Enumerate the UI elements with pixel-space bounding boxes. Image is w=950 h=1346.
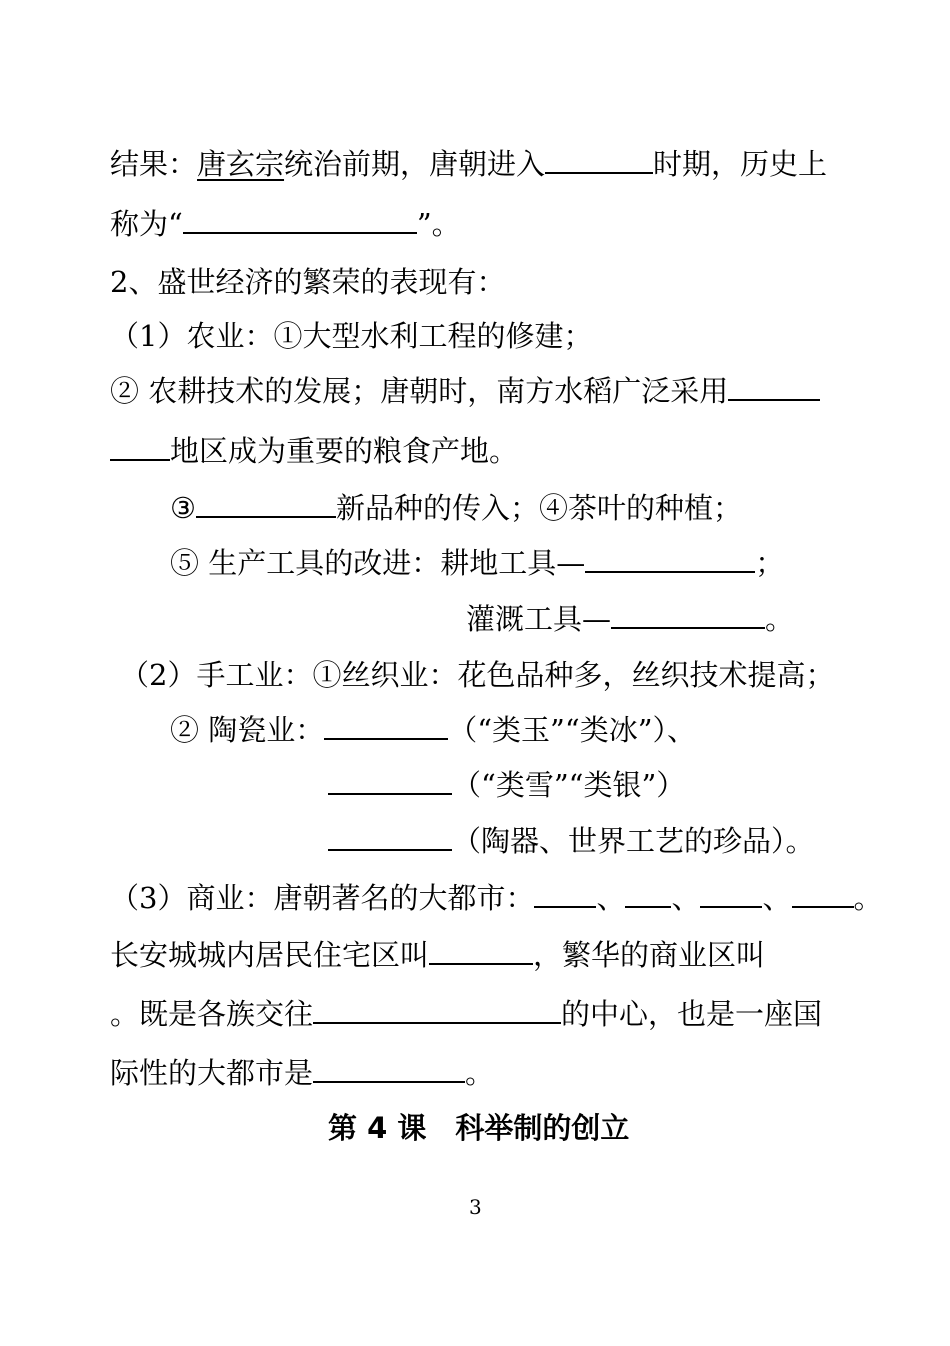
text: （“类玉”“类冰”）、 (448, 713, 697, 747)
text: ，繁华的商业区叫 (533, 938, 766, 972)
blank-exchange[interactable] (313, 998, 561, 1024)
blank-metropolis[interactable] (313, 1057, 465, 1083)
text: 、 (596, 881, 626, 915)
text: 、 (762, 881, 792, 915)
blank-city-2[interactable] (625, 882, 671, 908)
line-new-species (170, 490, 742, 526)
blank-irrigation-tool[interactable] (611, 603, 765, 629)
text: 地区成为重要的粮食产地。 (170, 434, 519, 468)
text: 。 (465, 1056, 495, 1090)
text: ③ (170, 491, 196, 525)
text: （“类雪”“类银”） (452, 768, 686, 802)
text: （3）商业：唐朝著名的大都市： (110, 881, 535, 915)
line-result (110, 146, 827, 182)
text: 统治前期，唐朝进入 (284, 147, 546, 181)
line-center (110, 996, 822, 1032)
text: ② 陶瓷业： (170, 713, 325, 747)
text: （2）手工业：①丝织业：花色品种多，丝织技术提高； (120, 658, 835, 692)
line-grain-region (110, 433, 518, 469)
text: 灌溉工具— (466, 602, 612, 636)
text: ② 农耕技术的发展；唐朝时，南方水稻广泛采用 (110, 374, 729, 408)
blank-region[interactable] (110, 435, 170, 461)
blank-rice-method[interactable] (728, 375, 820, 401)
text: 。 (853, 881, 883, 915)
blank-celadon[interactable] (324, 714, 448, 740)
line-economy-heading (110, 264, 505, 300)
text: 、 (671, 881, 701, 915)
text: ”。 (416, 207, 461, 241)
line-ceramics-white (328, 767, 685, 803)
text: 长安城城内居民住宅区叫 (110, 938, 430, 972)
text: 新品种的传入；④茶叶的种植； (336, 491, 743, 525)
line-changan (110, 937, 765, 973)
blank-residential[interactable] (429, 939, 533, 965)
blank-city-4[interactable] (792, 882, 854, 908)
text: ； (755, 546, 785, 580)
line-tools-plough (170, 545, 784, 581)
emperor-name: 唐玄宗 (197, 147, 285, 181)
page-number: 3 (469, 1195, 482, 1219)
line-metropolis (110, 1055, 494, 1091)
text: 2、盛世经济的繁荣的表现有： (110, 265, 506, 299)
blank-city-1[interactable] (534, 882, 596, 908)
line-ceramics-tricolor (328, 823, 815, 859)
blank-species[interactable] (196, 492, 336, 518)
line-agriculture (110, 318, 592, 354)
text: （1）农业：①大型水利工程的修建； (110, 319, 593, 353)
text: 称为“ (110, 207, 183, 241)
line-handicraft (120, 657, 834, 693)
text: 际性的大都市是 (110, 1056, 314, 1090)
line-commerce (110, 880, 883, 916)
blank-city-3[interactable] (700, 882, 762, 908)
lesson-heading: 第 4 课 科举制的创立 (328, 1111, 630, 1145)
line-tools-irrigation (466, 601, 794, 637)
blank-tricolor[interactable] (328, 825, 452, 851)
blank-white-porcelain[interactable] (328, 769, 452, 795)
line-farming-tech (110, 373, 820, 409)
text: （陶器、世界工艺的珍品）。 (452, 824, 815, 858)
text: 。既是各族交往 (110, 997, 314, 1031)
text: 的中心，也是一座国 (561, 997, 823, 1031)
blank-era[interactable] (545, 148, 653, 174)
text: 。 (765, 602, 795, 636)
text: 结果： (110, 147, 198, 181)
text: 时期，历史上 (653, 147, 828, 181)
line-called (110, 206, 461, 242)
blank-era-name[interactable] (183, 208, 417, 234)
line-ceramics (170, 712, 696, 748)
blank-plough-tool[interactable] (585, 547, 755, 573)
text: ⑤ 生产工具的改进：耕地工具— (170, 546, 586, 580)
